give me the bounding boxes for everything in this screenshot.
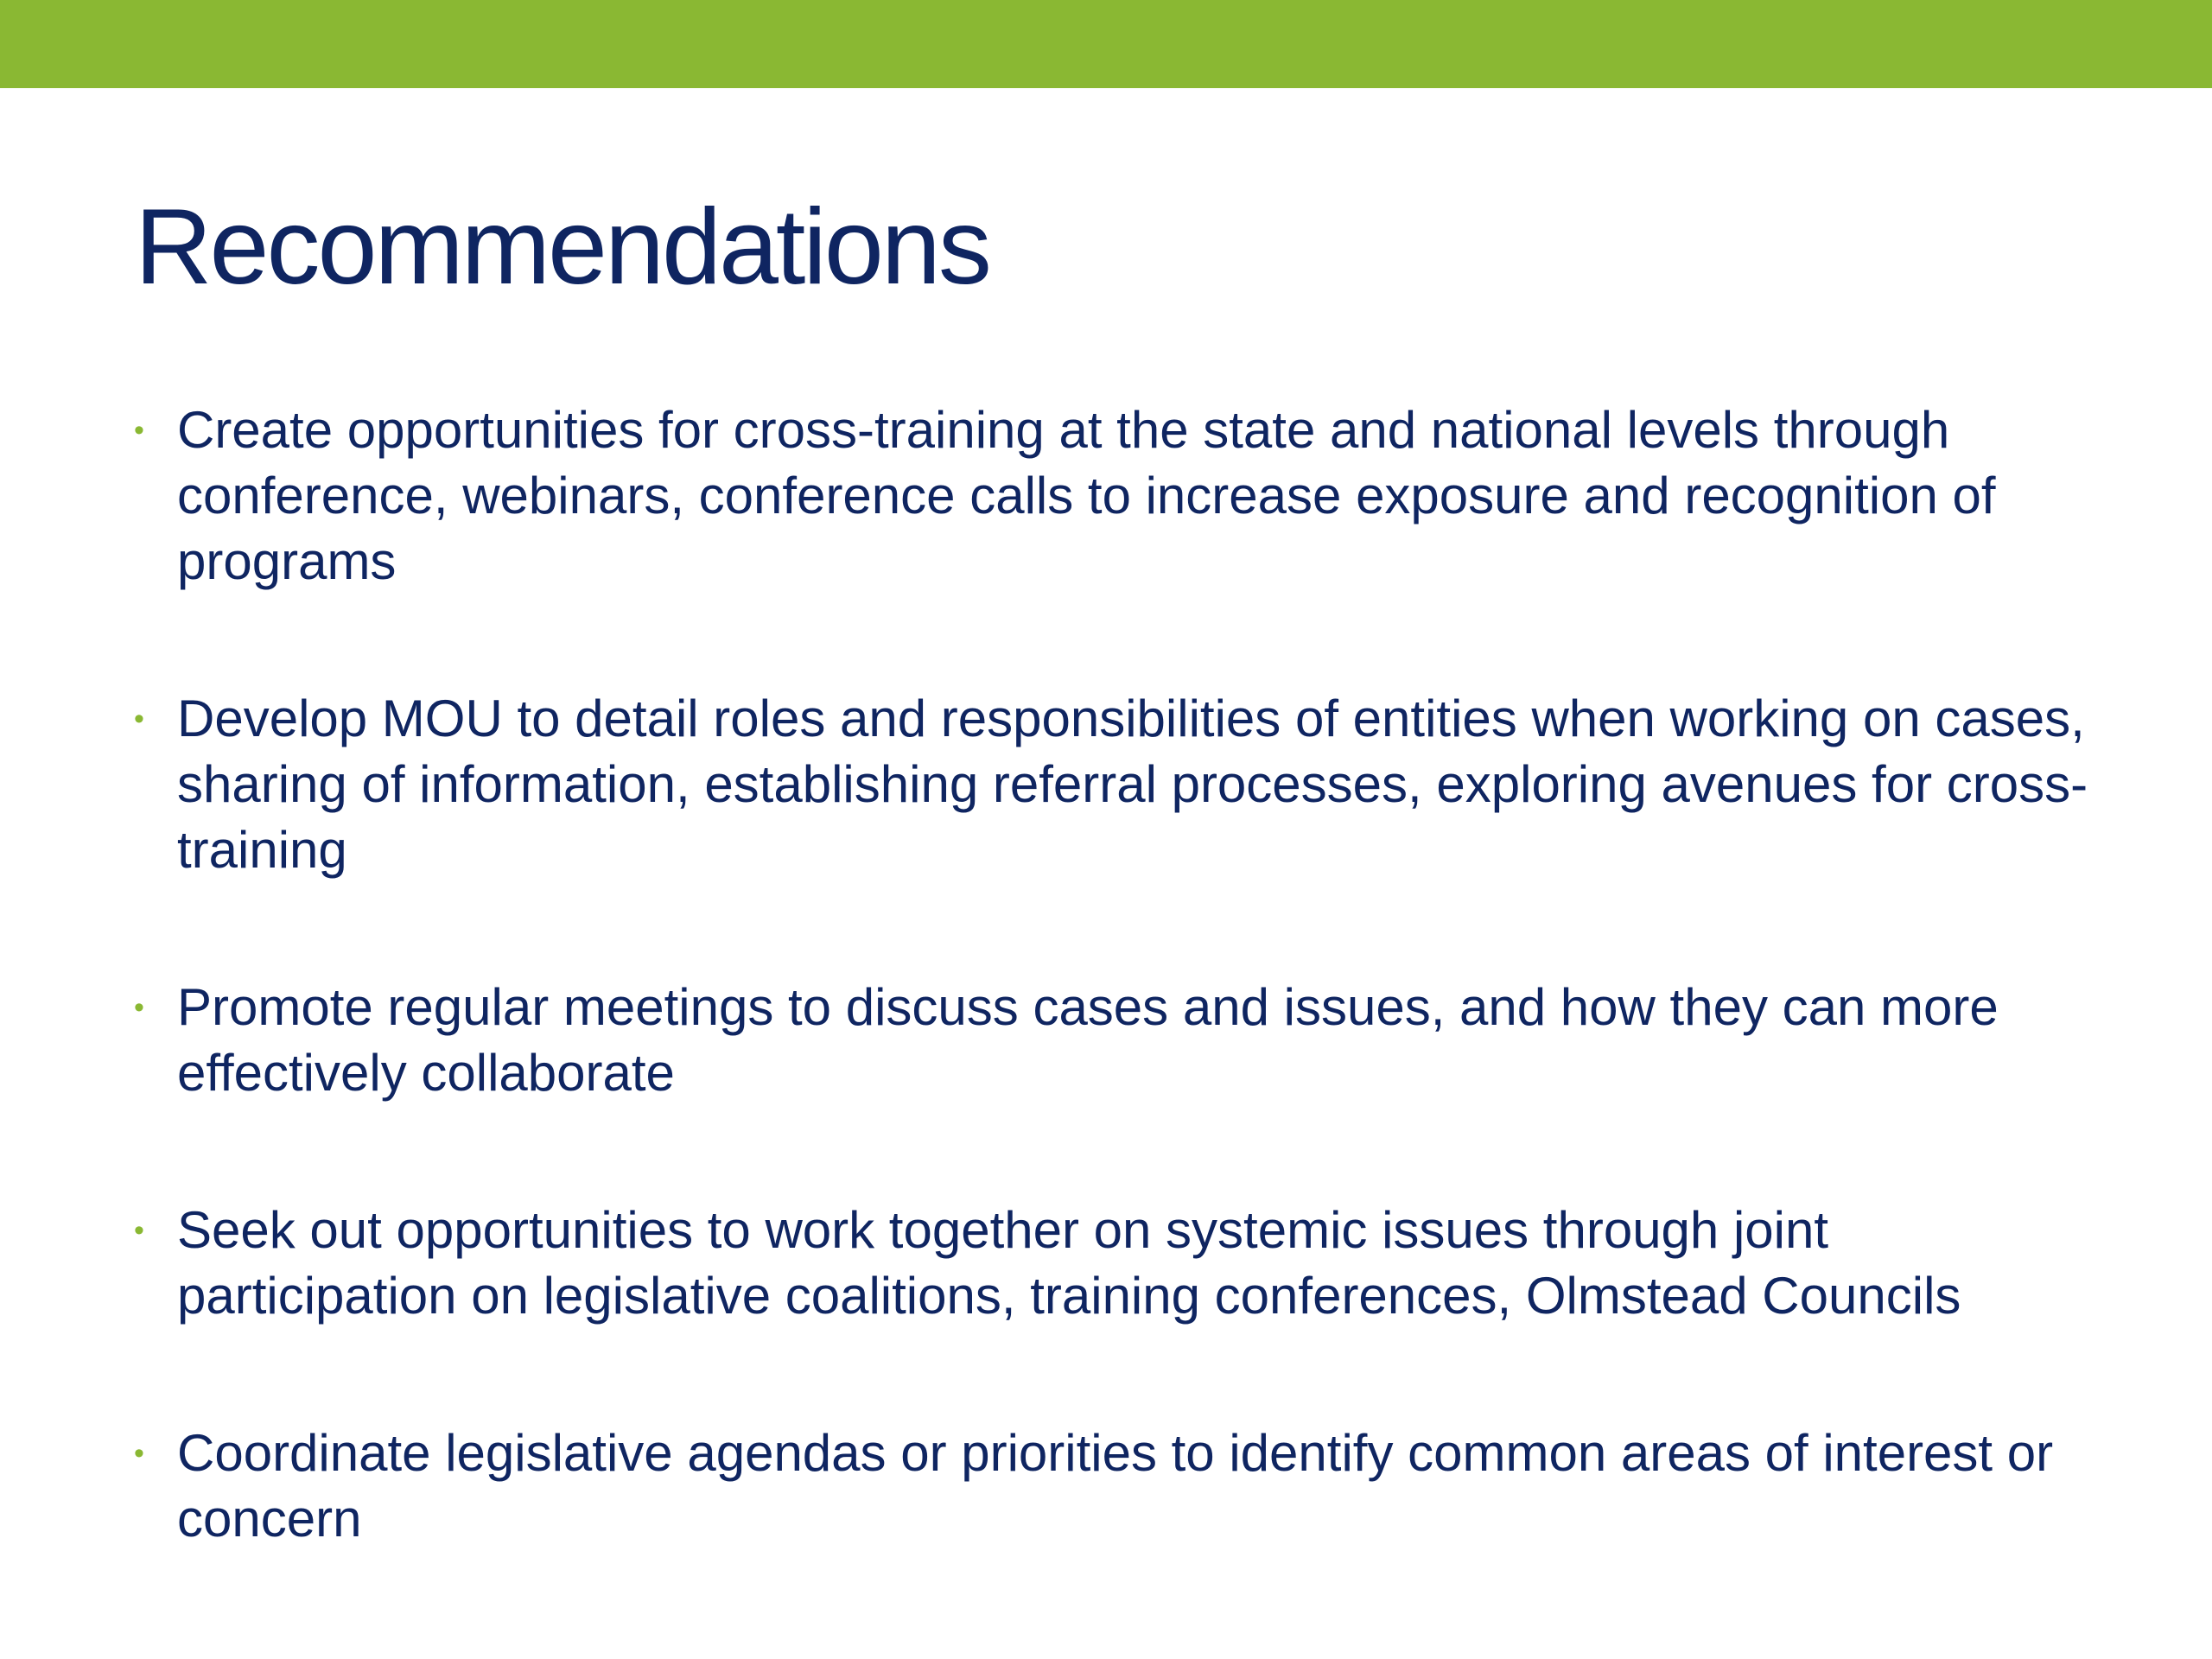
- header-accent-bar: [0, 0, 2212, 88]
- list-item-text: Seek out opportunities to work together on systemic issues through joint participation on legislative coalitions, training conferences, Olmstead Councils: [177, 1201, 1961, 1325]
- bullet-icon: •: [134, 1437, 144, 1470]
- list-item-text: Coordinate legislative agendas or priorities to identify common areas of interest or concern: [177, 1424, 2054, 1548]
- list-item: [130, 1421, 2091, 1552]
- list-item: [130, 397, 2091, 594]
- list-item: [130, 975, 2091, 1106]
- list-item: [130, 1198, 2091, 1329]
- bullet-icon: •: [134, 991, 144, 1024]
- list-item-text: Promote regular meetings to discuss cases and issues, and how they can more effectively collaborate: [177, 978, 1999, 1102]
- list-item-text: Develop MOU to detail roles and responsibilities of entities when working on cases, sharing of information, establishing referral processes, exploring avenues for cross-training: [177, 690, 2088, 879]
- bullet-icon: •: [134, 702, 144, 735]
- list-item: [130, 686, 2091, 883]
- bullet-icon: •: [134, 414, 144, 447]
- bullet-icon: •: [134, 1214, 144, 1247]
- slide-title: Recommendations: [135, 188, 989, 307]
- recommendations-list: [130, 397, 2091, 1643]
- list-item-text: Create opportunities for cross-training at the state and national levels through conference, webinars, conference calls to increase exposure and recognition of programs: [177, 401, 1996, 590]
